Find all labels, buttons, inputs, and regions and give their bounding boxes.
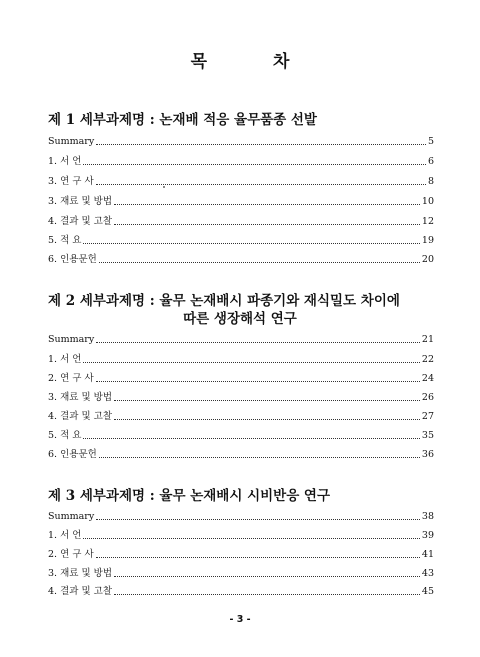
toc-page-number: 22: [421, 354, 434, 365]
dot-leader: [99, 456, 420, 458]
toc-label: 1. 서 언: [48, 530, 82, 541]
toc-row: [48, 194, 434, 208]
dot-leader: [114, 399, 420, 401]
toc-label: Summary: [48, 334, 95, 345]
dot-leader: [96, 341, 420, 343]
toc-page-number: 45: [421, 586, 434, 597]
section-3-heading: 제 3 세부과제명 : 율무 논재배시 시비반응 연구: [48, 488, 331, 504]
toc-label: 5. 적 요: [48, 235, 82, 246]
toc-page-number: 38: [421, 511, 434, 522]
toc-page-number: 39: [421, 530, 434, 541]
toc-row: [48, 233, 434, 247]
toc-label: Summary: [48, 511, 95, 522]
toc-label: 3. 재료 및 방법: [48, 568, 113, 579]
dot-leader: [83, 361, 419, 363]
toc-page-number: 36: [421, 449, 434, 460]
toc-label: 4. 결과 및 고찰: [48, 216, 113, 227]
dot-leader: [96, 183, 426, 185]
toc-row: [48, 154, 434, 168]
toc-row: [48, 352, 434, 366]
page-number-footer: - 3 -: [229, 614, 251, 625]
toc-page-number: 20: [421, 254, 434, 265]
dot-leader: [83, 537, 419, 539]
dot-leader: [114, 418, 420, 420]
toc-row: [48, 447, 434, 461]
toc-label: 5. 적 요: [48, 430, 82, 441]
toc-label: 4. 결과 및 고찰: [48, 411, 113, 422]
toc-row: [48, 584, 434, 598]
toc-row: [48, 509, 434, 523]
toc-label: Summary: [48, 136, 95, 147]
toc-page-number: 6: [427, 156, 434, 167]
toc-label: 6. 인용문헌: [48, 254, 97, 265]
dot-leader: [83, 242, 419, 244]
dot-leader: [83, 437, 419, 439]
toc-label: 3. 재료 및 방법: [48, 392, 113, 403]
toc-label: 1. 서 언: [48, 354, 82, 365]
toc-label: 2. 연 구 사: [48, 549, 94, 560]
toc-row: [48, 371, 434, 385]
toc-page-number: 43: [421, 568, 434, 579]
toc-page-number: 27: [421, 411, 434, 422]
toc-row: [48, 390, 434, 404]
toc-label: 4. 결과 및 고찰: [48, 586, 113, 597]
toc-page-number: 5: [427, 136, 434, 147]
toc-row: [48, 428, 434, 442]
toc-label: 2. 연 구 사: [48, 373, 94, 384]
toc-row: [48, 332, 434, 346]
dot-leader: [96, 143, 426, 145]
toc-page-number: 10: [421, 196, 434, 207]
dot-leader: [99, 261, 420, 263]
dot-leader: [114, 575, 420, 577]
toc-row: [48, 409, 434, 423]
scan-speck: [163, 186, 165, 188]
toc-page-number: 8: [427, 176, 434, 187]
section-2-heading: 제 2 세부과제명 : 율무 논재배시 파종기와 재식밀도 차이에: [48, 293, 400, 309]
toc-row: [48, 174, 434, 188]
toc-label: 6. 인용문헌: [48, 449, 97, 460]
toc-page-number: 12: [421, 216, 434, 227]
toc-label: 1. 서 언: [48, 156, 82, 167]
page-title: 목 차: [190, 52, 320, 72]
toc-page-number: 35: [421, 430, 434, 441]
toc-page-number: 41: [421, 549, 434, 560]
toc-row: [48, 566, 434, 580]
dot-leader: [96, 518, 420, 520]
toc-page-number: 26: [421, 392, 434, 403]
dot-leader: [114, 203, 420, 205]
toc-row: [48, 252, 434, 266]
toc-page-number: 24: [421, 373, 434, 384]
toc-page-number: 21: [421, 334, 434, 345]
dot-leader: [96, 556, 420, 558]
dot-leader: [96, 380, 420, 382]
dot-leader: [114, 223, 420, 225]
toc-row: [48, 134, 434, 148]
toc-row: [48, 214, 434, 228]
dot-leader: [114, 593, 420, 595]
toc-page-number: 19: [421, 235, 434, 246]
dot-leader: [83, 163, 425, 165]
toc-label: 3. 연 구 사: [48, 176, 94, 187]
section-2-heading-line2: 따른 생장해석 연구: [183, 311, 297, 327]
toc-row: [48, 547, 434, 561]
section-1-heading: 제 1 세부과제명 : 논재배 적응 율무품종 선발: [48, 112, 317, 128]
toc-label: 3. 재료 및 방법: [48, 196, 113, 207]
toc-row: [48, 528, 434, 542]
